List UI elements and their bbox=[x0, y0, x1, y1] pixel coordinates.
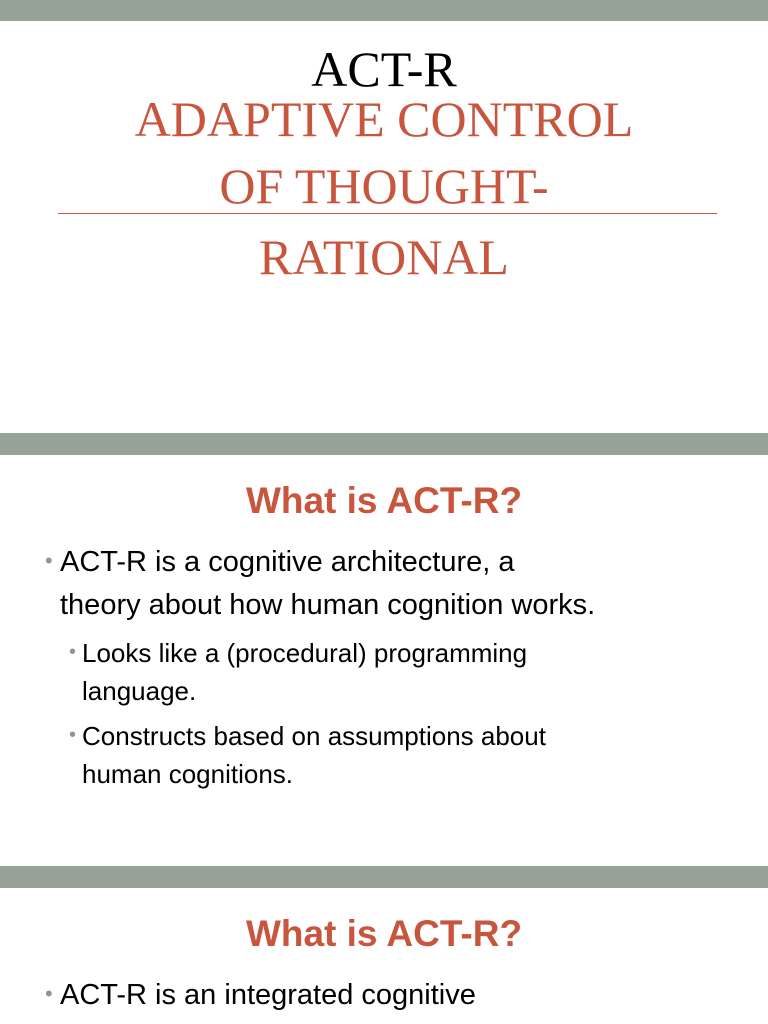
content-slide-1 bbox=[0, 455, 768, 866]
bullet-dot-icon: • bbox=[45, 548, 53, 573]
slide-subtitle-line-2: OF THOUGHT- bbox=[219, 158, 549, 214]
sub-bullet-line: Looks like a (procedural) programming bbox=[82, 638, 528, 668]
bullet-item bbox=[45, 541, 750, 627]
slide-divider-1 bbox=[0, 433, 768, 455]
sub-bullet-item bbox=[69, 634, 742, 710]
sub-bullet-item bbox=[69, 717, 742, 793]
title-slide bbox=[0, 21, 768, 433]
bullet-dot-icon: • bbox=[69, 724, 77, 746]
content-slide-2 bbox=[0, 888, 768, 1024]
slide-title: ACT-R bbox=[311, 41, 457, 97]
sub-bullet-line: human cognitions. bbox=[82, 759, 294, 789]
bullet-dot-icon: • bbox=[45, 981, 53, 1006]
slide-subtitle-line-1: ADAPTIVE CONTROL bbox=[134, 91, 634, 147]
title-underline bbox=[58, 213, 717, 214]
slide-heading: What is ACT-R? bbox=[245, 913, 523, 954]
slide-divider-2 bbox=[0, 866, 768, 888]
bullet-dot-icon: • bbox=[69, 641, 77, 663]
sub-bullet-line: Constructs based on assumptions about bbox=[82, 721, 546, 751]
bullet-line: ACT-R is a cognitive architecture, a bbox=[60, 546, 515, 578]
slide-divider-top bbox=[0, 0, 768, 21]
bullet-item bbox=[45, 974, 750, 1017]
bullet-line: ACT-R is an integrated cognitive bbox=[60, 979, 476, 1011]
bullet-line: theory about how human cognition works. bbox=[60, 589, 596, 621]
sub-bullet-line: language. bbox=[82, 676, 197, 706]
slide-subtitle-line-3: RATIONAL bbox=[259, 229, 509, 285]
slide-heading: What is ACT-R? bbox=[245, 480, 523, 521]
